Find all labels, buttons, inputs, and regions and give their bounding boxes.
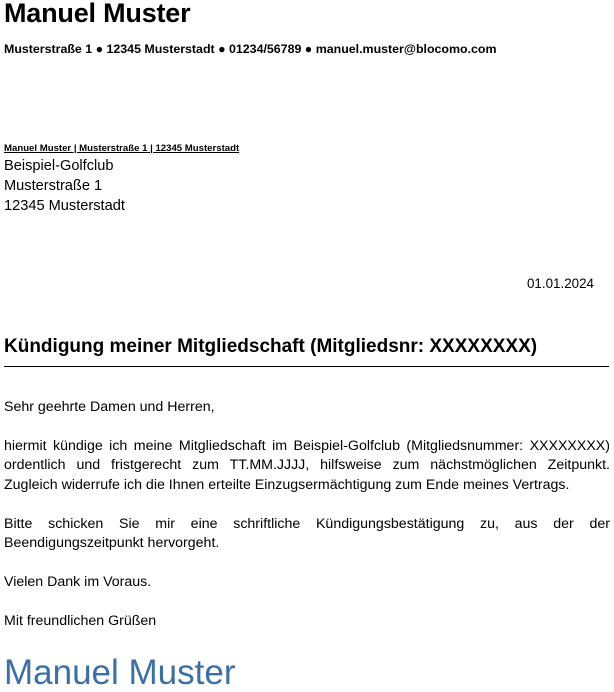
subject-divider [4, 366, 609, 367]
recipient-name: Beispiel-Golfclub [4, 158, 114, 174]
signature: Manuel Muster [4, 653, 236, 692]
letter-body [4, 398, 610, 651]
letter-date: 01.01.2024 [526, 276, 594, 291]
body-paragraph-confirmation-request: Bitte schicken Sie mir eine schriftliche Kündigungsbestätigung zu, aus der der Beendigungszeitpunkt hervorgeht. [4, 515, 610, 552]
sender-name: Manuel Muster [4, 0, 191, 28]
thanks-line: Vielen Dank im Voraus. [4, 573, 152, 590]
return-address-line: Manuel Muster | Musterstraße 1 | 12345 Musterstadt [4, 143, 240, 154]
letter-subject: Kündigung meiner Mitgliedschaft (Mitgliedsnr: XXXXXXXX) [4, 336, 538, 357]
closing-line: Mit freundlichen Grüßen [4, 612, 157, 629]
recipient-city: 12345 Musterstadt [4, 198, 125, 214]
sender-contact-line: Musterstraße 1 ● 12345 Musterstadt ● 01234/56789 ● manuel.muster@blocomo.com [4, 42, 497, 56]
recipient-street: Musterstraße 1 [4, 178, 103, 194]
body-paragraph-termination: hiermit kündige ich meine Mitgliedschaft im Beispiel-Golfclub (Mitgliedsnummer: XXXXXXXX) ordentlich und fristgerecht zum TT.MM.JJJJ, hilfsweise zum nächstmöglichen Zeitpunkt. Zugleich widerrufe ich die Ihnen erteilte Einzugsermächtigung zum Ende meines Vertrags. [4, 437, 610, 493]
recipient-address [4, 156, 125, 216]
salutation: Sehr geehrte Damen und Herren, [4, 399, 215, 415]
